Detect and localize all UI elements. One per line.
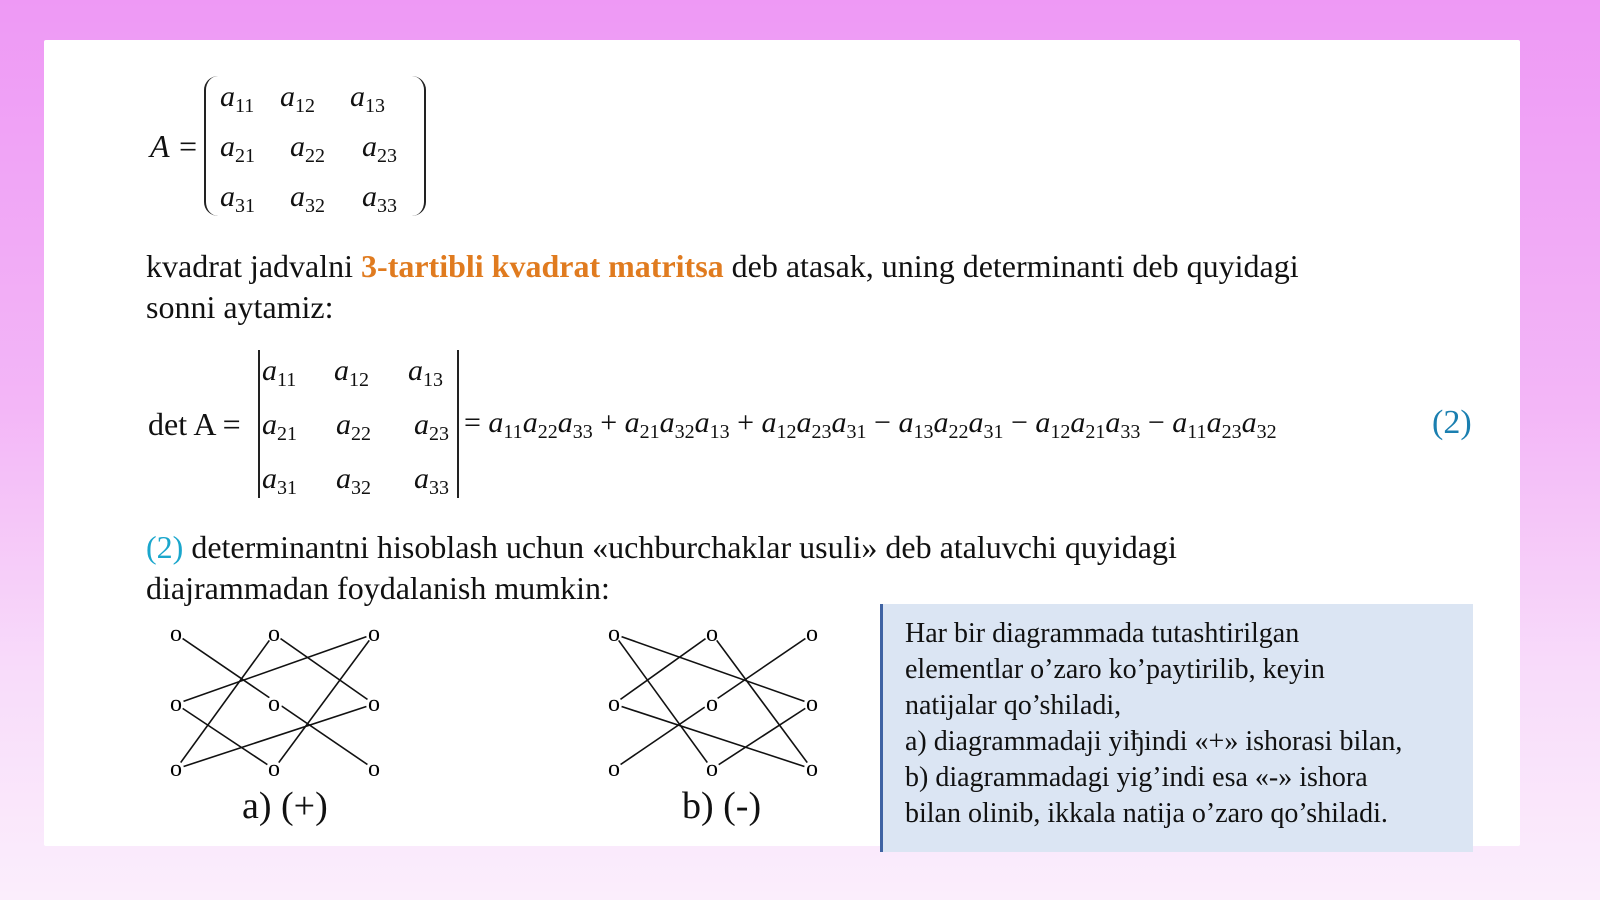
expansion-operator: = (464, 406, 489, 439)
info-line: elementlar o’zaro ko’paytirilib, keyin (905, 654, 1325, 685)
expansion-factor: $a_{22}$ (522, 406, 558, 443)
matrix-cell: $a_{13}$ (350, 80, 385, 117)
determinant-cell: $a_{13}$ (408, 354, 443, 391)
diagram-plus-node: o (268, 691, 280, 717)
expansion-factor: $a_{21}$ (624, 406, 660, 443)
determinant-cell: $a_{23}$ (414, 408, 449, 445)
diagram-plus-node: o (368, 691, 380, 717)
matrix-cell: $a_{23}$ (362, 130, 397, 167)
info-box (880, 604, 1473, 852)
diagram-minus-caption: b) (-) (682, 785, 762, 827)
determinant-right-bar (457, 350, 459, 498)
expansion-operator: − (1140, 406, 1173, 439)
matrix-right-paren (408, 76, 426, 216)
diagram-plus-node: o (170, 756, 182, 782)
expansion-operator: + (729, 406, 762, 439)
determinant-left-bar (258, 350, 260, 498)
expansion-factor: $a_{21}$ (1070, 406, 1106, 443)
expansion-factor: $a_{23}$ (796, 406, 832, 443)
expansion-factor: $a_{12}$ (761, 406, 797, 443)
diagram-plus-node: o (170, 621, 182, 647)
info-line: bilan olinib, ikkala natija o’zaro qo’shiladi. (905, 798, 1388, 829)
expansion-operator: + (592, 406, 625, 439)
diagram-minus-node: o (806, 756, 818, 782)
diagram-minus-node: o (806, 691, 818, 717)
info-line: b) diagrammadagi yig’indi esa «-» ishora (905, 762, 1368, 793)
determinant-expansion (464, 406, 1277, 444)
paragraph-definition (146, 246, 1446, 328)
expansion-factor: $a_{23}$ (1206, 406, 1242, 443)
diagram-plus-node: o (268, 756, 280, 782)
matrix-cell: $a_{32}$ (290, 180, 325, 217)
expansion-factor: $a_{12}$ (1035, 406, 1071, 443)
diagram-plus-node: o (368, 756, 380, 782)
paragraph-text: kvadrat jadvalni (146, 248, 362, 284)
matrix-cell: $a_{33}$ (362, 180, 397, 217)
diagram-minus-node: o (608, 756, 620, 782)
diagram-minus-node: o (806, 621, 818, 647)
expansion-factor: $a_{33}$ (557, 406, 593, 443)
expansion-factor: $a_{13}$ (694, 406, 730, 443)
determinant-cell: $a_{11}$ (262, 354, 297, 391)
diagram-minus (590, 614, 850, 784)
diagram-minus-node: o (608, 621, 620, 647)
expansion-factor: $a_{33}$ (1105, 406, 1141, 443)
diagram-plus-node: o (268, 621, 280, 647)
matrix-cell: $a_{22}$ (290, 130, 325, 167)
expansion-factor: $a_{32}$ (1241, 406, 1277, 443)
diagram-plus-node: o (368, 621, 380, 647)
equation-reference: (2) (146, 529, 184, 565)
expansion-operator: − (866, 406, 899, 439)
info-line: a) diagrammadaji yiђindi «+» ishorasi bilan, (905, 726, 1403, 757)
matrix-cell: $a_{31}$ (220, 180, 255, 217)
paragraph-text: diajrammadan foydalanish mumkin: (146, 570, 610, 606)
expansion-operator: − (1003, 406, 1036, 439)
determinant-cell: $a_{21}$ (262, 408, 297, 445)
slide (44, 40, 1520, 846)
expansion-factor: $a_{22}$ (933, 406, 969, 443)
diagram-minus-node: o (706, 756, 718, 782)
expansion-factor: $a_{11}$ (488, 406, 523, 443)
equation-number: (2) (1432, 404, 1472, 441)
info-line: Har bir diagrammada tutashtirilgan (905, 618, 1300, 649)
determinant-cell: $a_{32}$ (336, 462, 371, 499)
diagram-minus-node: o (608, 691, 620, 717)
determinant-cell: $a_{12}$ (334, 354, 369, 391)
determinant-lhs: det A = (148, 406, 241, 442)
determinant-cell: $a_{33}$ (414, 462, 449, 499)
matrix-cell: $a_{21}$ (220, 130, 255, 167)
diagram-plus-caption: a) (+) (242, 785, 328, 827)
diagram-minus-node: o (706, 691, 718, 717)
paragraph-text: deb atasak, uning determinanti deb quyidagi (723, 248, 1299, 284)
matrix-cell: $a_{12}$ (280, 80, 315, 117)
matrix-cell: $a_{11}$ (220, 80, 255, 117)
expansion-factor: $a_{31}$ (968, 406, 1004, 443)
highlight-term: 3-tartibli kvadrat matritsa (361, 248, 724, 284)
paragraph-text: determinantni hisoblash uchun «uchburchaklar usuli» deb ataluvchi quyidagi (183, 529, 1177, 565)
expansion-factor: $a_{31}$ (831, 406, 867, 443)
diagram-minus-node: o (706, 621, 718, 647)
paragraph-method (146, 527, 1446, 609)
determinant-cell: $a_{22}$ (336, 408, 371, 445)
paragraph-text: sonni aytamiz: (146, 289, 334, 325)
expansion-factor: $a_{11}$ (1172, 406, 1207, 443)
info-line: natijalar qo’shiladi, (905, 690, 1122, 721)
determinant-cell: $a_{31}$ (262, 462, 297, 499)
matrix-lhs: A = (150, 128, 199, 164)
expansion-factor: $a_{13}$ (898, 406, 934, 443)
diagram-plus (152, 614, 412, 784)
expansion-factor: $a_{32}$ (659, 406, 695, 443)
diagram-plus-node: o (170, 691, 182, 717)
